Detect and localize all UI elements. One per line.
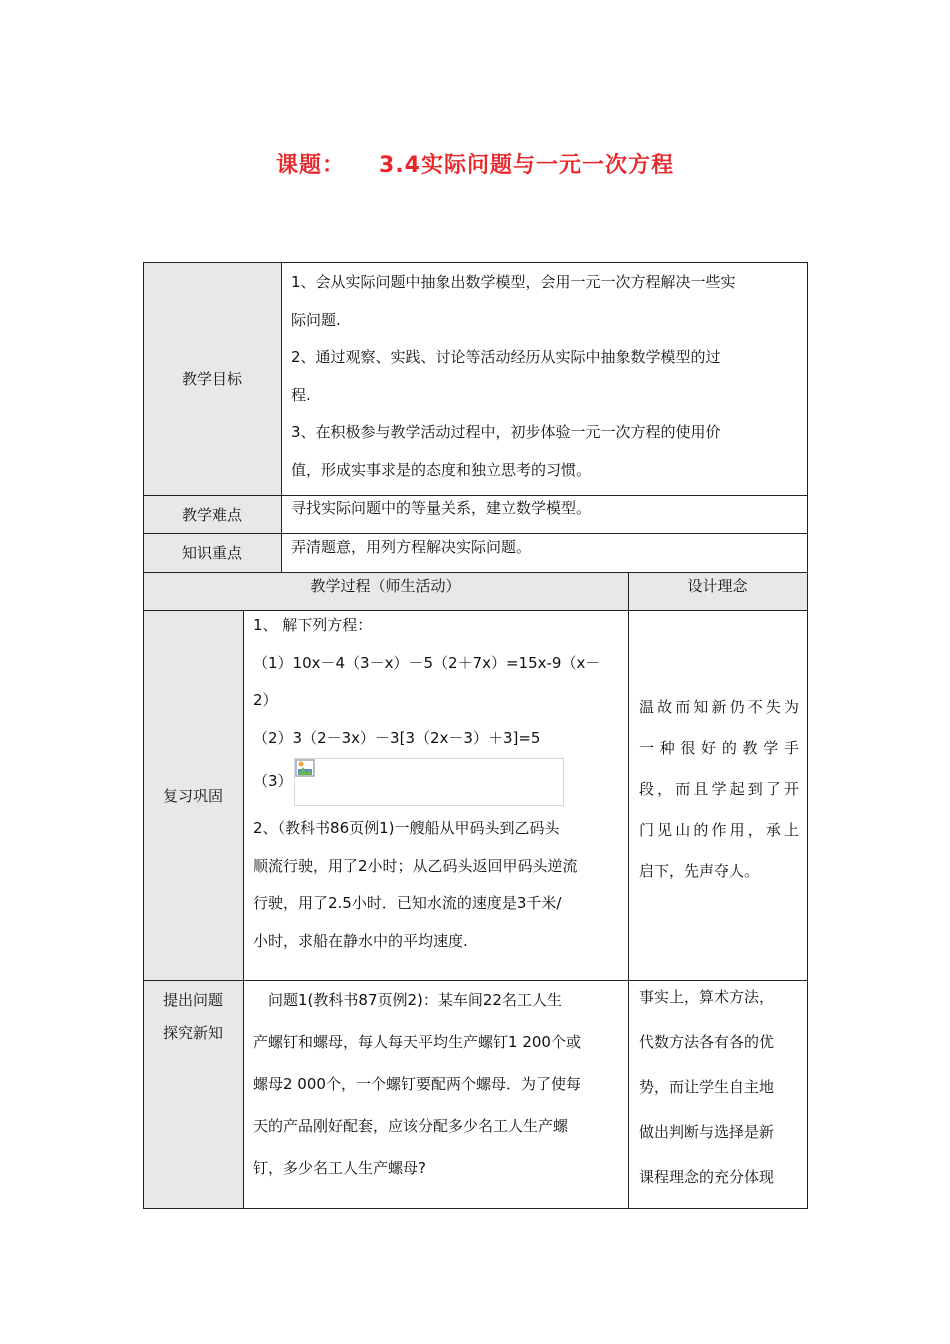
page-title [0, 148, 950, 179]
difficulty-label: 教学难点 [181, 505, 242, 524]
explore-concept [629, 975, 807, 1204]
goals-line: 值，形成实事求是的态度和独立思考的习惯。 [291, 460, 592, 479]
explore-line: 钉，多少名工人生产螺母? [253, 1159, 426, 1177]
goals-label: 教学目标 [181, 370, 242, 388]
explore-content [244, 979, 628, 1208]
explore-concept-line: 势，而让学生自主地 [639, 1078, 775, 1096]
review-concept-line: 门见山的作用，承上 [639, 821, 799, 839]
review-item-3 [253, 757, 620, 805]
goals-line: 际问题. [291, 310, 341, 329]
goals-line: 3、在积极参与教学活动过程中，初步体验一元一次方程的使用价 [291, 423, 721, 441]
review-line: （2）3（2－3x）－3[3（2x－3）＋3]=5 [253, 728, 541, 747]
goals-content [282, 263, 807, 495]
explore-concept-line: 课程理念的充分体现 [639, 1168, 775, 1186]
review-line: 2） [253, 691, 278, 709]
explore-line: 天的产品刚好配套，应该分配多少名工人生产螺 [253, 1117, 569, 1135]
title-prefix: 课题： [276, 153, 346, 178]
review-problem-line: 2、（教科书86页例1)一艘船从甲码头到乙码头 [253, 819, 560, 837]
keypoints-content: 弄清题意，用列方程解决实际问题。 [291, 538, 532, 556]
goals-line: 1、会从实际问题中抽象出数学模型，会用一元一次方程解决一些实 [291, 273, 736, 291]
review-concept-line: 一种很好的教学手 [639, 739, 799, 757]
review-line: （1）10x－4（3－x）－5（2＋7x）=15x-9（x－ [253, 653, 601, 672]
explore-concept-line: 代数方法各有各的优 [639, 1033, 775, 1051]
review-concept-line: 启下，先声夺人。 [639, 862, 760, 880]
review-problem-line: 行驶，用了2.5小时．已知水流的速度是3千米/ [253, 894, 562, 912]
explore-concept-line: 事实上，算术方法， [639, 988, 775, 1006]
keypoints-label: 知识重点 [181, 544, 242, 562]
review-label: 复习巩固 [162, 786, 223, 805]
header-concept: 设计理念 [687, 576, 748, 595]
explore-line: 产螺钉和螺母，每人每天平均生产螺钉1 200个或 [253, 1033, 581, 1051]
explore-label-line: 探究新知 [162, 1024, 223, 1042]
review-line: 1、 解下列方程： [253, 616, 373, 634]
explore-label-line: 提出问题 [162, 991, 223, 1009]
goals-line: 2、通过观察、实践、讨论等活动经历从实际中抽象数学模型的过 [291, 348, 721, 366]
equation-image-placeholder [294, 758, 564, 806]
review-concept [629, 687, 807, 887]
explore-line: 问题1(教科书87页例2)：某车间22名工人生 [253, 991, 562, 1009]
explore-label [143, 980, 243, 1050]
goals-line: 程. [291, 385, 311, 404]
review-item-3-prefix: （3） [253, 772, 293, 790]
difficulty-content: 寻找实际问题中的等量关系，建立数学模型。 [291, 499, 592, 517]
explore-line: 螺母2 000个，一个螺钉要配两个螺母．为了使每 [253, 1075, 581, 1093]
review-problem-line: 顺流行驶，用了2小时；从乙码头返回甲码头逆流 [253, 856, 578, 875]
review-problem-line: 小时，求船在静水中的平均速度. [253, 931, 468, 950]
header-process: 教学过程（师生活动） [310, 576, 461, 595]
review-content [244, 607, 628, 980]
broken-image-icon [295, 759, 315, 777]
title-main: 3.4实际问题与一元一次方程 [379, 153, 674, 178]
review-concept-line: 温故而知新仍不失为 [639, 698, 799, 716]
review-concept-line: 段，而且学起到了开 [639, 780, 799, 798]
review-problem [253, 810, 620, 960]
explore-concept-line: 做出判断与选择是新 [639, 1123, 775, 1141]
